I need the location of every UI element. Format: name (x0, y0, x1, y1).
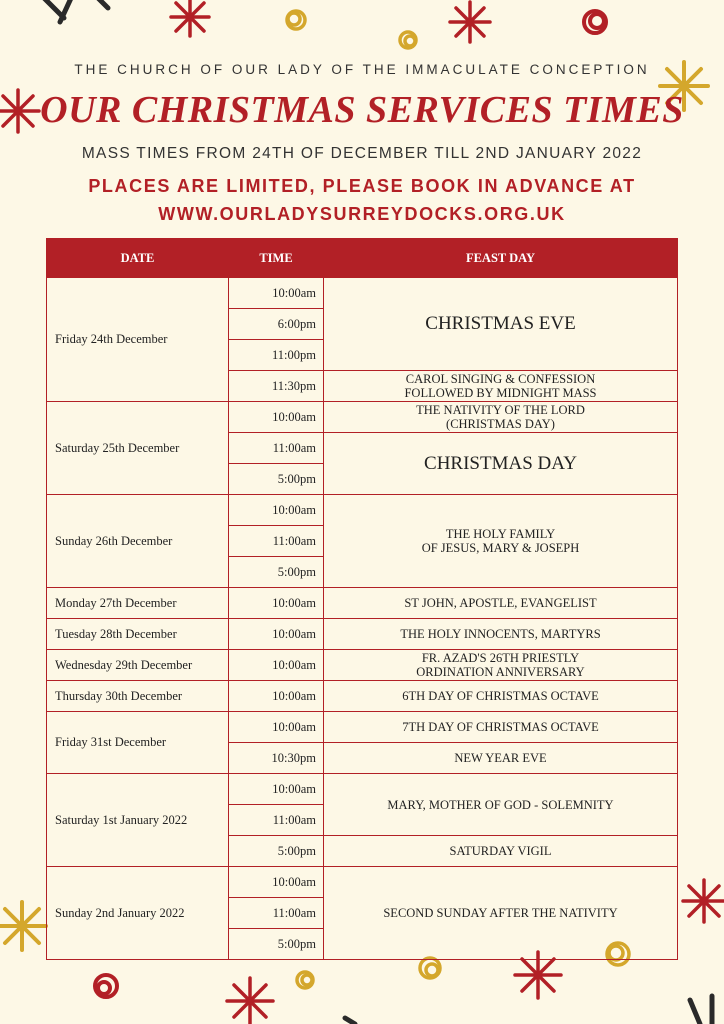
star-icon (227, 978, 273, 1024)
time-cell: 10:00am (229, 867, 324, 898)
star-icon (450, 2, 490, 42)
feast-cell: FR. AZAD'S 26TH PRIESTLY ORDINATION ANNIVERSARY (324, 650, 678, 681)
table-row (47, 681, 678, 712)
date-column-header: DATE (47, 239, 229, 278)
scribble-circle-icon (287, 11, 416, 48)
table-row (47, 495, 678, 526)
date-cell: Wednesday 29th December (47, 650, 229, 681)
table-row (47, 712, 678, 743)
time-cell: 10:00am (229, 619, 324, 650)
table-row (47, 278, 678, 309)
date-cell: Tuesday 28th December (47, 619, 229, 650)
schedule-table (46, 238, 678, 960)
star-icon (0, 902, 46, 950)
feast-cell: MARY, MOTHER OF GOD - SOLEMNITY (324, 774, 678, 836)
subtitle: MASS TIMES FROM 24TH OF DECEMBER TILL 2ND JANUARY 2022 (81, 145, 643, 162)
page-title: OUR CHRISTMAS SERVICES TIMES (40, 89, 684, 131)
feast-cell: SECOND SUNDAY AFTER THE NATIVITY (324, 867, 678, 960)
time-cell: 5:00pm (229, 836, 324, 867)
time-cell: 10:00am (229, 495, 324, 526)
time-cell: 11:00am (229, 526, 324, 557)
table-row (47, 650, 678, 681)
time-cell: 5:00pm (229, 464, 324, 495)
table-row (47, 619, 678, 650)
date-cell: Friday 31st December (47, 712, 229, 774)
feast-cell: THE NATIVITY OF THE LORD (CHRISTMAS DAY) (324, 402, 678, 433)
feast-column-header: FEAST DAY (324, 239, 678, 278)
time-cell: 10:30pm (229, 743, 324, 774)
feast-cell: THE HOLY INNOCENTS, MARTYRS (324, 619, 678, 650)
time-cell: 11:00pm (229, 340, 324, 371)
time-cell: 5:00pm (229, 557, 324, 588)
feast-cell: NEW YEAR EVE (324, 743, 678, 774)
booking-notice-line: PLACES ARE LIMITED, PLEASE BOOK IN ADVANCE AT (88, 176, 636, 196)
feast-cell: CAROL SINGING & CONFESSION FOLLOWED BY MIDNIGHT MASS (324, 371, 678, 402)
feast-cell: THE HOLY FAMILY OF JESUS, MARY & JOSEPH (324, 495, 678, 588)
time-cell: 11:00am (229, 898, 324, 929)
table-header-row (47, 239, 678, 278)
date-cell: Sunday 2nd January 2022 (47, 867, 229, 960)
table-row (47, 774, 678, 805)
time-cell: 6:00pm (229, 309, 324, 340)
date-cell: Sunday 26th December (47, 495, 229, 588)
time-cell: 10:00am (229, 650, 324, 681)
date-cell: Saturday 1st January 2022 (47, 774, 229, 867)
date-cell: Thursday 30th December (47, 681, 229, 712)
feast-cell: ST JOHN, APOSTLE, EVANGELIST (324, 588, 678, 619)
table-row (47, 402, 678, 433)
date-cell: Friday 24th December (47, 278, 229, 402)
time-cell: 11:00am (229, 433, 324, 464)
feast-cell: SATURDAY VIGIL (324, 836, 678, 867)
time-cell: 10:00am (229, 774, 324, 805)
booking-notice (0, 172, 724, 228)
star-icon (171, 0, 209, 36)
time-cell: 10:00am (229, 588, 324, 619)
time-cell: 10:00am (229, 402, 324, 433)
time-cell: 11:30pm (229, 371, 324, 402)
time-cell: 10:00am (229, 681, 324, 712)
time-cell: 5:00pm (229, 929, 324, 960)
booking-website-link[interactable]: WWW.OURLADYSURREYDOCKS.ORG.UK (158, 204, 566, 224)
feast-cell: 6TH DAY OF CHRISTMAS OCTAVE (324, 681, 678, 712)
star-icon (345, 996, 712, 1024)
time-cell: 11:00am (229, 805, 324, 836)
table-row (47, 867, 678, 898)
feast-cell: CHRISTMAS EVE (324, 278, 678, 371)
feast-cell: 7TH DAY OF CHRISTMAS OCTAVE (324, 712, 678, 743)
star-icon (40, 0, 108, 22)
date-cell: Monday 27th December (47, 588, 229, 619)
feast-cell: CHRISTMAS DAY (324, 433, 678, 495)
church-name: THE CHURCH OF OUR LADY OF THE IMMACULATE CONCEPTION (74, 62, 650, 77)
time-column-header: TIME (229, 239, 324, 278)
time-cell: 10:00am (229, 278, 324, 309)
table-row (47, 588, 678, 619)
date-cell: Saturday 25th December (47, 402, 229, 495)
time-cell: 10:00am (229, 712, 324, 743)
star-icon (683, 880, 724, 922)
